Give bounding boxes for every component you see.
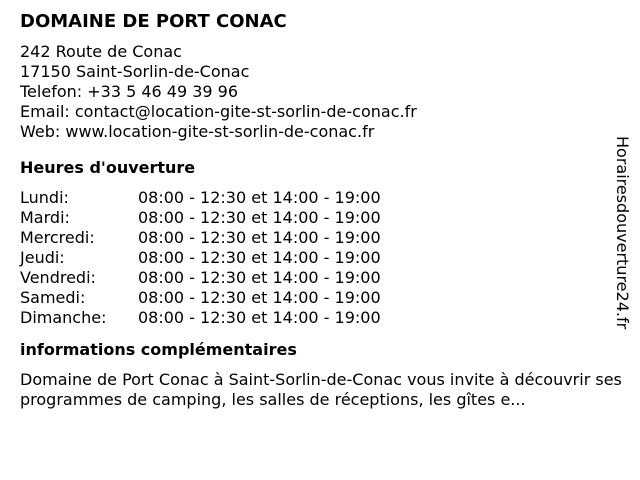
hours-row-tuesday (20, 208, 620, 228)
hours-value: 08:00 - 12:30 et 14:00 - 19:00 (138, 188, 381, 207)
opening-hours-table (20, 188, 620, 328)
day-label: Mercredi: (20, 228, 95, 247)
address-line-1: 242 Route de Conac (20, 42, 182, 61)
address-line-2: 17150 Saint-Sorlin-de-Conac (20, 62, 250, 81)
business-card (20, 10, 620, 410)
additional-info-heading: informations complémentaires (20, 340, 297, 359)
site-watermark: Horairesdouverture24.fr (613, 136, 632, 330)
day-label: Jeudi: (20, 248, 65, 267)
day-label: Mardi: (20, 208, 70, 227)
hours-row-sunday (20, 308, 620, 328)
hours-row-friday (20, 268, 620, 288)
hours-row-thursday (20, 248, 620, 268)
hours-value: 08:00 - 12:30 et 14:00 - 19:00 (138, 228, 381, 247)
hours-value: 08:00 - 12:30 et 14:00 - 19:00 (138, 268, 381, 287)
business-name: DOMAINE DE PORT CONAC (20, 11, 287, 32)
hours-value: 08:00 - 12:30 et 14:00 - 19:00 (138, 308, 381, 327)
hours-row-saturday (20, 288, 620, 308)
email-line: Email: contact@location-gite-st-sorlin-de-conac.fr (20, 102, 417, 121)
additional-info-text: Domaine de Port Conac à Saint-Sorlin-de-Conac vous invite à découvrir ses programmes de camping, les salles de réceptions, les gîtes e... (20, 370, 622, 409)
hours-value: 08:00 - 12:30 et 14:00 - 19:00 (138, 208, 381, 227)
phone-line: Telefon: +33 5 46 49 39 96 (20, 82, 239, 101)
day-label: Dimanche: (20, 308, 107, 327)
hours-row-monday (20, 188, 620, 208)
opening-hours-heading: Heures d'ouverture (20, 158, 196, 177)
web-line: Web: www.location-gite-st-sorlin-de-conac.fr (20, 122, 375, 141)
day-label: Vendredi: (20, 268, 96, 287)
hours-row-wednesday (20, 228, 620, 248)
hours-value: 08:00 - 12:30 et 14:00 - 19:00 (138, 248, 381, 267)
day-label: Lundi: (20, 188, 69, 207)
hours-value: 08:00 - 12:30 et 14:00 - 19:00 (138, 288, 381, 307)
day-label: Samedi: (20, 288, 86, 307)
